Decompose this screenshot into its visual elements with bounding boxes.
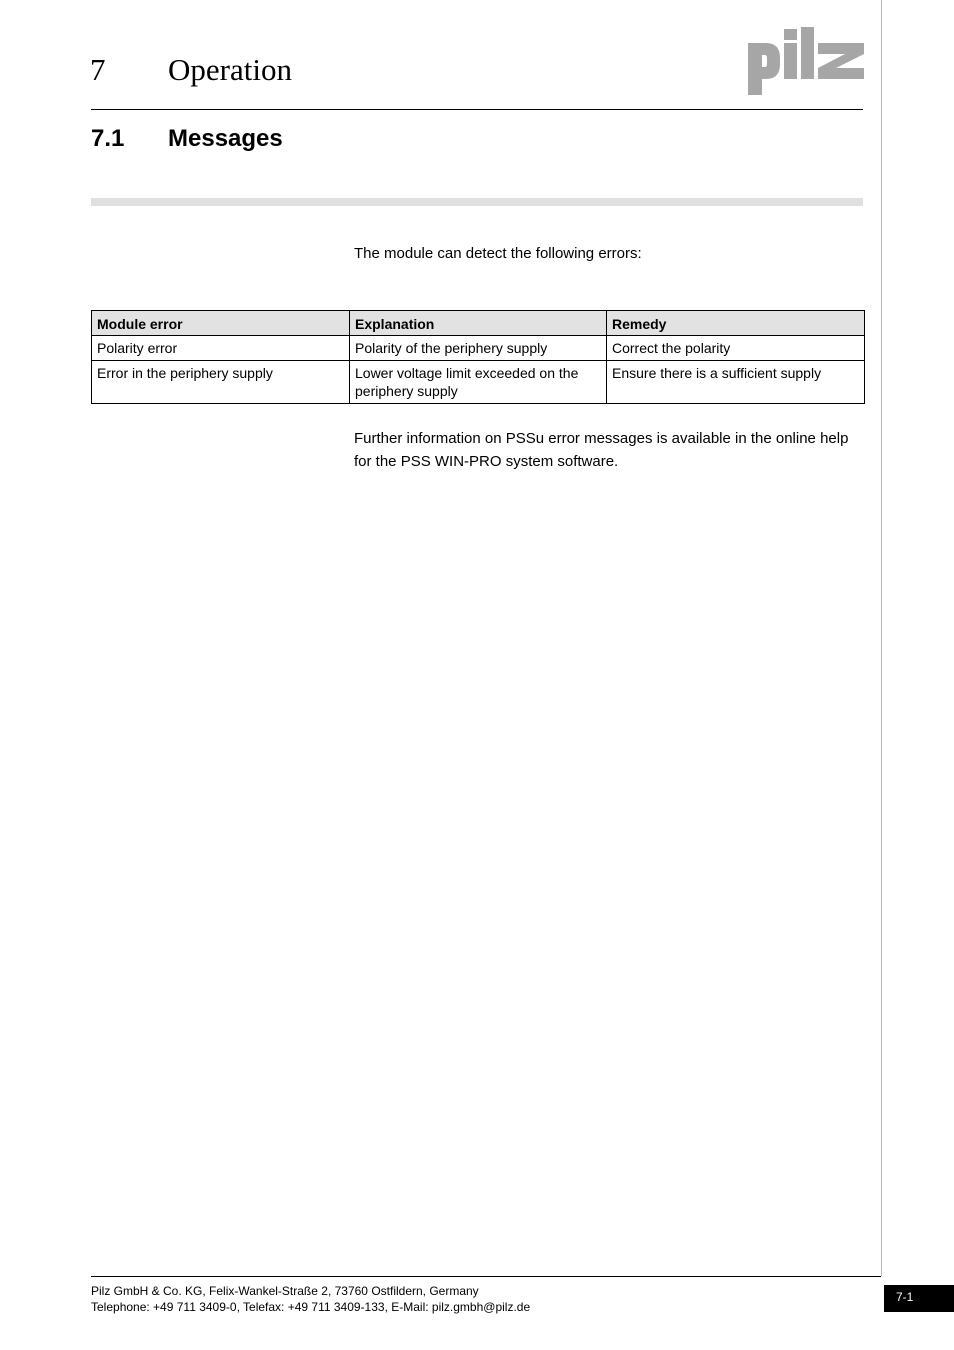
further-info-text: Further information on PSSu error messages is available in the online help for the PSS WIN-PRO system software. [354, 430, 849, 470]
column-header-explanation: Explanation [350, 311, 607, 336]
table-row [92, 361, 865, 404]
footer-contact: Telephone: +49 711 3409-0, Telefax: +49 711 3409-133, E-Mail: pilz.gmbh@pilz.de [91, 1300, 531, 1314]
cell-module-error: Polarity error [92, 336, 350, 361]
table-header-row [92, 311, 865, 336]
cell-remedy: Correct the polarity [607, 336, 865, 361]
intro-text: The module can detect the following errors: [354, 245, 642, 262]
module-error-table [91, 310, 865, 404]
cell-module-error: Error in the periphery supply [92, 361, 350, 404]
chapter-title: Operation [168, 52, 292, 87]
cell-explanation: Polarity of the periphery supply [350, 336, 607, 361]
page-number-tab [884, 1285, 954, 1312]
section-number: 7.1 [91, 125, 125, 152]
section-title: Messages [168, 125, 283, 152]
chapter-number: 7 [90, 52, 106, 87]
pilz-logo-icon [748, 27, 866, 95]
column-header-module-error: Module error [92, 311, 350, 336]
header-rule [91, 109, 863, 110]
footer-address: Pilz GmbH & Co. KG, Felix-Wankel-Straße 2, 73760 Ostfildern, Germany [91, 1284, 479, 1298]
page-number: 7-1 [896, 1290, 914, 1304]
column-header-remedy: Remedy [607, 311, 865, 336]
section-divider-bar [91, 198, 863, 206]
table-row [92, 336, 865, 361]
footer-rule [91, 1276, 881, 1277]
cell-remedy: Ensure there is a sufficient supply [607, 361, 865, 404]
footer [91, 1283, 530, 1315]
page-margin-line [881, 0, 882, 1276]
cell-explanation: Lower voltage limit exceeded on the periphery supply [350, 361, 607, 404]
